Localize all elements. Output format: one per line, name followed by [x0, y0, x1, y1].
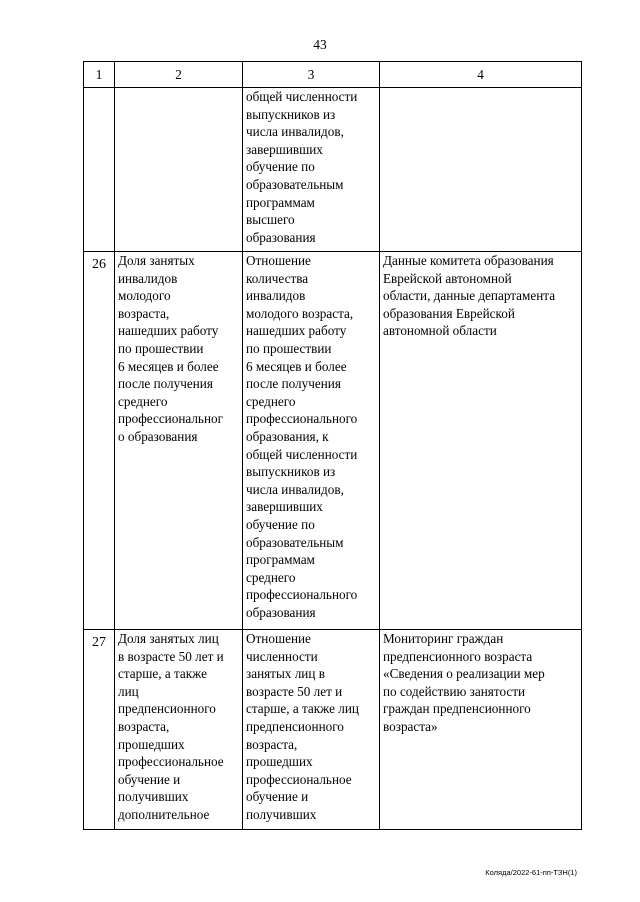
cell-text-line: обучение по	[246, 159, 315, 175]
cell-text-line: по прошествии	[246, 340, 332, 356]
cell-text-line: 6 месяцев и более	[246, 358, 347, 374]
cell-text-line: выпускников из	[246, 464, 336, 480]
column-header-2: 2	[115, 62, 243, 88]
cell-text-line: Доля занятых	[118, 253, 195, 268]
cell-text-line: возраста»	[383, 718, 438, 734]
cell-text-line: профессиональное	[118, 754, 224, 770]
cell-text-line: Доля занятых лиц	[118, 631, 219, 646]
cell-text-line: получивших	[246, 806, 317, 822]
cell-text-line: общей численности	[246, 89, 358, 104]
cell-text-line: Отношение	[246, 253, 311, 268]
cell-text-line: старше, а также	[118, 666, 207, 682]
cell-text-line: общей численности	[246, 446, 358, 462]
cell-text-line: прошедших	[118, 736, 185, 752]
cell-text-line: после получения	[246, 376, 341, 392]
column-header-1: 1	[84, 62, 115, 88]
table-row	[84, 630, 582, 830]
cell-text-line: возраста,	[246, 736, 298, 752]
cell-text-line: лиц	[118, 683, 139, 699]
indicator-name-cell	[115, 252, 243, 630]
row-number	[84, 88, 115, 252]
cell-text-line: предпенсионного	[246, 718, 344, 734]
cell-text-line: образования	[246, 604, 316, 620]
indicators-table	[83, 61, 582, 830]
cell-text-line: нашедших работу	[246, 323, 347, 339]
cell-text-line: профессиональног	[118, 411, 224, 427]
cell-text-line: молодого возраста,	[246, 305, 354, 321]
indicator-name-cell	[115, 88, 243, 252]
data-source-cell	[380, 630, 582, 830]
cell-text-line: числа инвалидов,	[246, 481, 344, 497]
cell-text-line: численности	[246, 648, 318, 664]
cell-text-line: обучение и	[118, 771, 181, 787]
cell-text-line: возрасте 50 лет и	[246, 683, 343, 699]
cell-text-line: «Сведения о реализации мер	[383, 666, 545, 682]
cell-text-line: образования, к	[246, 428, 329, 444]
cell-text-line: инвалидов	[246, 288, 306, 304]
cell-text-line: Отношение	[246, 631, 311, 646]
column-header-4: 4	[380, 62, 582, 88]
cell-text-line: профессионального	[246, 587, 358, 603]
document-footer-code: Коляда/2022-61-пп-ТЗН(1)	[485, 868, 577, 877]
cell-text-line: программам	[246, 552, 315, 568]
cell-text-line: области, данные департамента	[383, 288, 556, 304]
table-header-row	[84, 62, 582, 88]
cell-text-line: завершивших	[246, 499, 323, 515]
cell-text-line: выпускников из	[246, 106, 336, 122]
table-row	[84, 88, 582, 252]
cell-text-line: по содействию занятости	[383, 683, 526, 699]
cell-text-line: обучение по	[246, 516, 315, 532]
cell-text-line: Мониторинг граждан	[383, 631, 504, 646]
page-number: 43	[313, 37, 327, 52]
cell-text-line: прошедших	[246, 754, 313, 770]
data-source-cell	[380, 88, 582, 252]
cell-text-line: занятых лиц в	[246, 666, 325, 682]
calculation-method-cell	[243, 88, 380, 252]
cell-text-line: по прошествии	[118, 340, 204, 356]
cell-text-line: дополнительное	[118, 806, 210, 822]
cell-text-line: 6 месяцев и более	[118, 358, 219, 374]
cell-text-line: в возрасте 50 лет и	[118, 648, 224, 664]
cell-text-line: среднего	[246, 569, 296, 585]
cell-text-line: нашедших работу	[118, 323, 219, 339]
cell-text-line: возраста,	[118, 718, 170, 734]
cell-text-line: среднего	[246, 393, 296, 409]
data-source-cell	[380, 252, 582, 630]
cell-text-line: предпенсионного возраста	[383, 648, 533, 664]
cell-text-line: старше, а также лиц	[246, 701, 359, 717]
cell-text-line: автономной области	[383, 323, 497, 339]
cell-text-line: возраста,	[118, 305, 170, 321]
cell-text-line: инвалидов	[118, 270, 178, 286]
cell-text-line: образования Еврейской	[383, 305, 515, 321]
cell-text-line: профессиональное	[246, 771, 352, 787]
cell-text-line: среднего	[118, 393, 168, 409]
cell-text-line: обучение и	[246, 789, 309, 805]
cell-text-line: получивших	[118, 789, 189, 805]
cell-text-line: после получения	[118, 376, 213, 392]
indicator-name-cell	[115, 630, 243, 830]
cell-text-line: о образования	[118, 428, 198, 444]
cell-text-line: Данные комитета образования	[383, 253, 554, 268]
column-header-3: 3	[243, 62, 380, 88]
table-row	[84, 252, 582, 630]
row-number: 27	[84, 630, 115, 830]
cell-text-line: профессионального	[246, 411, 358, 427]
cell-text-line: завершивших	[246, 141, 323, 157]
row-number: 26	[84, 252, 115, 630]
cell-text-line: Еврейской автономной	[383, 270, 512, 286]
cell-text-line: количества	[246, 270, 309, 286]
cell-text-line: образовательным	[246, 176, 344, 192]
cell-text-line: образования	[246, 229, 316, 245]
cell-text-line: предпенсионного	[118, 701, 216, 717]
cell-text-line: граждан предпенсионного	[383, 701, 531, 717]
cell-text-line: высшего	[246, 212, 295, 228]
cell-text-line: молодого	[118, 288, 171, 304]
calculation-method-cell	[243, 252, 380, 630]
cell-text-line: образовательным	[246, 534, 344, 550]
cell-text-line: числа инвалидов,	[246, 124, 344, 140]
calculation-method-cell	[243, 630, 380, 830]
cell-text-line: программам	[246, 194, 315, 210]
